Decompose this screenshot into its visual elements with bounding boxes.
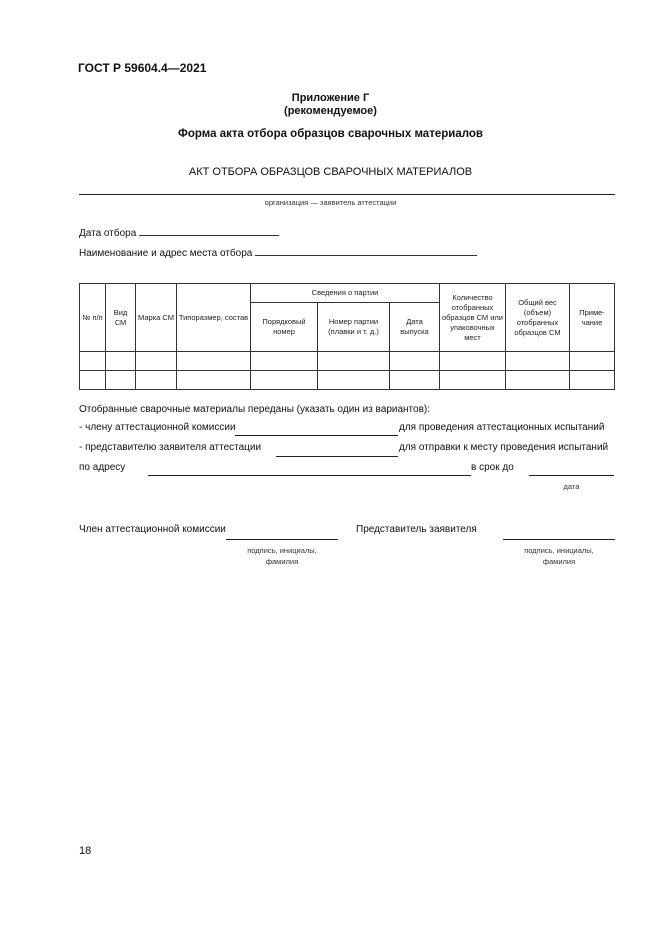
date-field: [79, 226, 279, 239]
date-label: Дата отбора: [79, 228, 137, 239]
deadline-blank[interactable]: [529, 475, 614, 476]
table-row: [80, 352, 615, 371]
option1-label: - члену аттестационной комиссии: [79, 422, 236, 433]
col-type: Вид СМ: [106, 284, 136, 352]
option2-purpose: для отправки к месту проведения испытаний: [399, 442, 609, 453]
col-brand: Марка СМ: [136, 284, 177, 352]
member-signature-line[interactable]: [226, 539, 338, 540]
option1-blank[interactable]: [235, 435, 398, 436]
col-weight: Общий вес (объем) отобранных образцов СМ: [506, 284, 570, 352]
table-row: [80, 371, 615, 390]
appendix-heading: [0, 92, 661, 118]
member-signature-caption: подпись, инициалы, фамилия: [247, 546, 317, 566]
col-batch-number: Номер партии (плавки и т. д.): [318, 303, 390, 352]
col-quantity: Количество отобранных образцов СМ или упаковочных мест: [440, 284, 506, 352]
appendix-subtitle: (рекомендуемое): [284, 105, 377, 117]
page-number: 18: [79, 845, 92, 857]
option1-purpose: для проведения аттестационных испытаний: [399, 422, 605, 433]
place-label: Наименование и адрес места отбора: [79, 248, 253, 259]
col-note: Приме-чание: [570, 284, 615, 352]
appendix-title: Приложение Г: [291, 92, 370, 104]
date-blank[interactable]: [139, 226, 279, 236]
member-label: Член аттестационной комиссии: [79, 524, 226, 535]
col-release-date: Дата выпуска: [390, 303, 440, 352]
deadline-label: в срок до: [471, 462, 514, 473]
transfer-intro: Отобранные сварочные материалы переданы (указать один из вариантов):: [79, 404, 431, 415]
col-num: № п/п: [80, 284, 106, 352]
representative-label: Представитель заявителя: [356, 524, 477, 535]
representative-signature-caption: подпись, инициалы, фамилия: [524, 546, 594, 566]
place-field: [79, 246, 477, 259]
place-blank[interactable]: [255, 246, 477, 256]
act-title: АКТ ОТБОРА ОБРАЗЦОВ СВАРОЧНЫХ МАТЕРИАЛОВ: [188, 166, 473, 178]
col-batch-group: Сведения о партии: [251, 284, 440, 303]
date-caption: дата: [563, 482, 580, 491]
samples-table: [79, 283, 615, 390]
option2-blank[interactable]: [276, 456, 398, 457]
col-serial: Порядковый номер: [251, 303, 318, 352]
option2-label: - представителю заявителя аттестации: [79, 442, 262, 453]
col-size: Типоразмер, состав: [177, 284, 251, 352]
organization-caption: организация — заявитель аттестации: [264, 198, 397, 207]
standard-header: ГОСТ Р 59604.4—2021: [78, 61, 207, 75]
form-title: Форма акта отбора образцов сварочных материалов: [178, 128, 483, 140]
address-label: по адресу: [79, 462, 126, 473]
representative-signature-line[interactable]: [503, 539, 615, 540]
organization-line: [79, 194, 615, 195]
address-blank[interactable]: [148, 475, 471, 476]
